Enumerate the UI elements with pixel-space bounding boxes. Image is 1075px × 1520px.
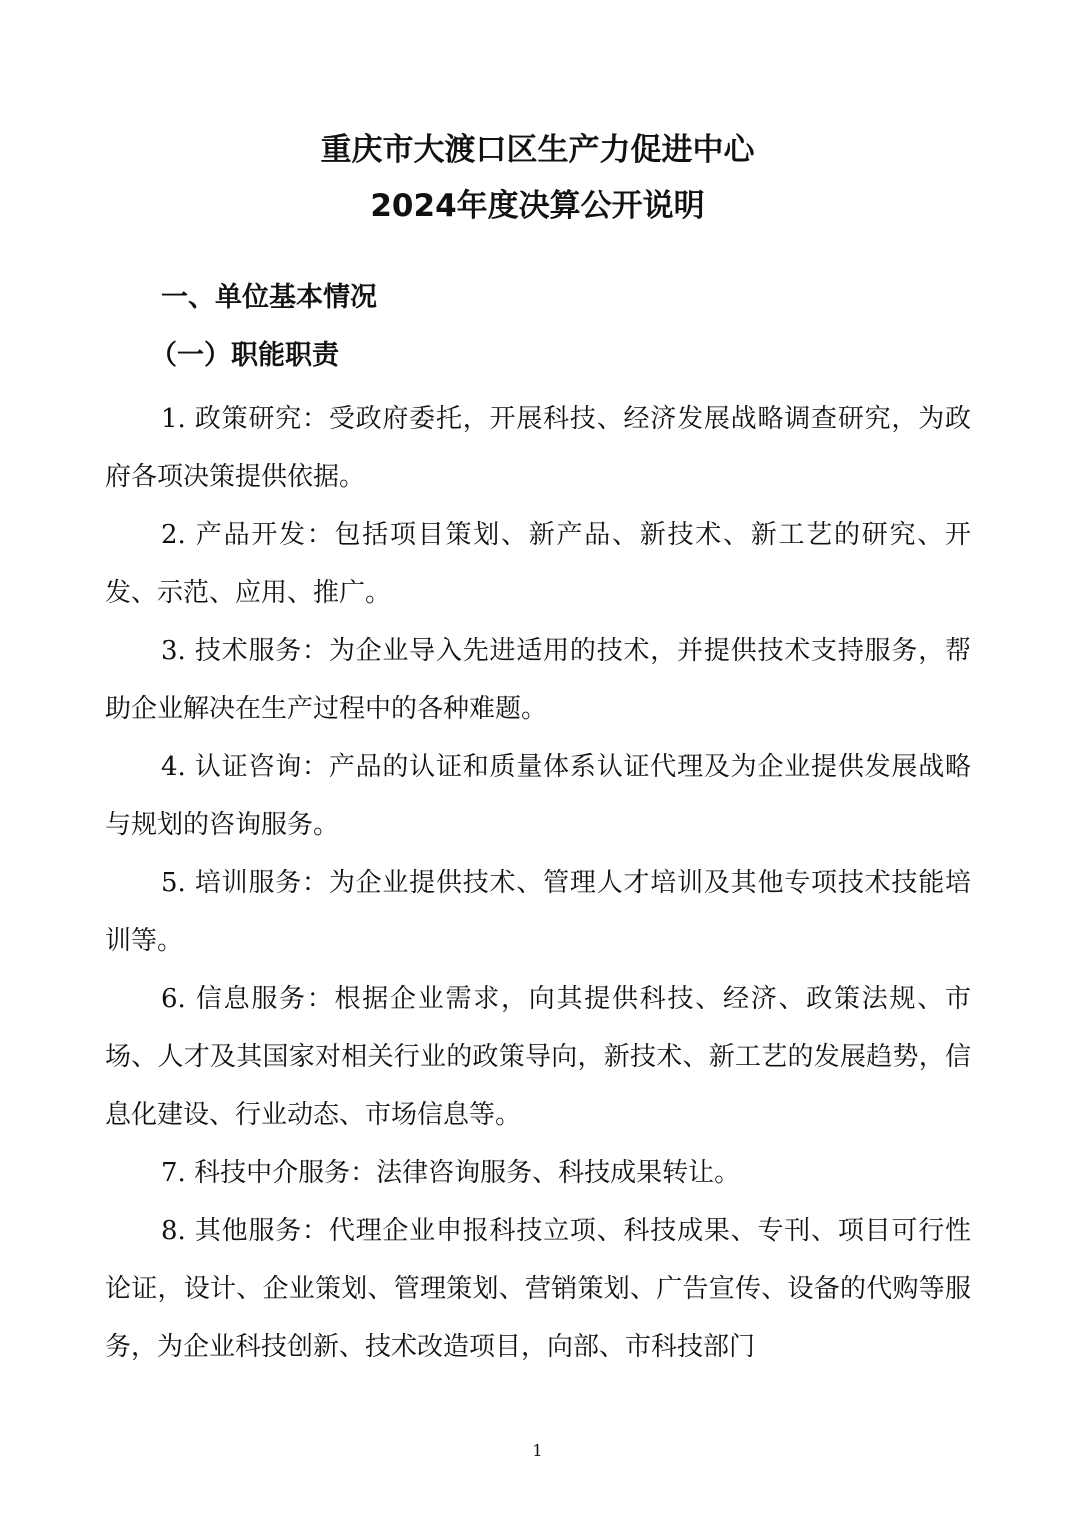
paragraph-certification-consulting: 4. 认证咨询：产品的认证和质量体系认证代理及为企业提供发展战略与规划的咨询服务。: [105, 752, 971, 840]
section-heading: 一、单位基本情况: [161, 282, 377, 313]
subsection-heading: （一）职能职责: [150, 340, 339, 371]
paragraph-information-service: 6. 信息服务：根据企业需求，向其提供科技、经济、政策法规、市场、人才及其国家对相关行业的政策导向，新技术、新工艺的发展趋势，信息化建设、行业动态、市场信息等。: [105, 984, 971, 1130]
paragraph-policy-research: 1. 政策研究：受政府委托，开展科技、经济发展战略调查研究，为政府各项决策提供依据。: [105, 404, 971, 492]
paragraph-technical-service: 3. 技术服务：为企业导入先进适用的技术，并提供技术支持服务，帮助企业解决在生产过程中的各种难题。: [105, 636, 971, 724]
body-text: [105, 390, 971, 1376]
document-title-line-2: 2024年度决算公开说明: [370, 188, 705, 224]
paragraph-training-service: 5. 培训服务：为企业提供技术、管理人才培训及其他专项技术技能培训等。: [105, 868, 971, 956]
paragraph-other-service: 8. 其他服务：代理企业申报科技立项、科技成果、专刊、项目可行性论证，设计、企业策划、管理策划、营销策划、广告宣传、设备的代购等服务，为企业科技创新、技术改造项目，向部、市科技部门: [105, 1216, 971, 1362]
document-title-line-1: 重庆市大渡口区生产力促进中心: [320, 132, 755, 168]
page-number: 1: [532, 1441, 543, 1460]
paragraph-intermediary-service: 7. 科技中介服务：法律咨询服务、科技成果转让。: [161, 1158, 741, 1188]
paragraph-product-development: 2. 产品开发：包括项目策划、新产品、新技术、新工艺的研究、开发、示范、应用、推广。: [105, 520, 971, 608]
